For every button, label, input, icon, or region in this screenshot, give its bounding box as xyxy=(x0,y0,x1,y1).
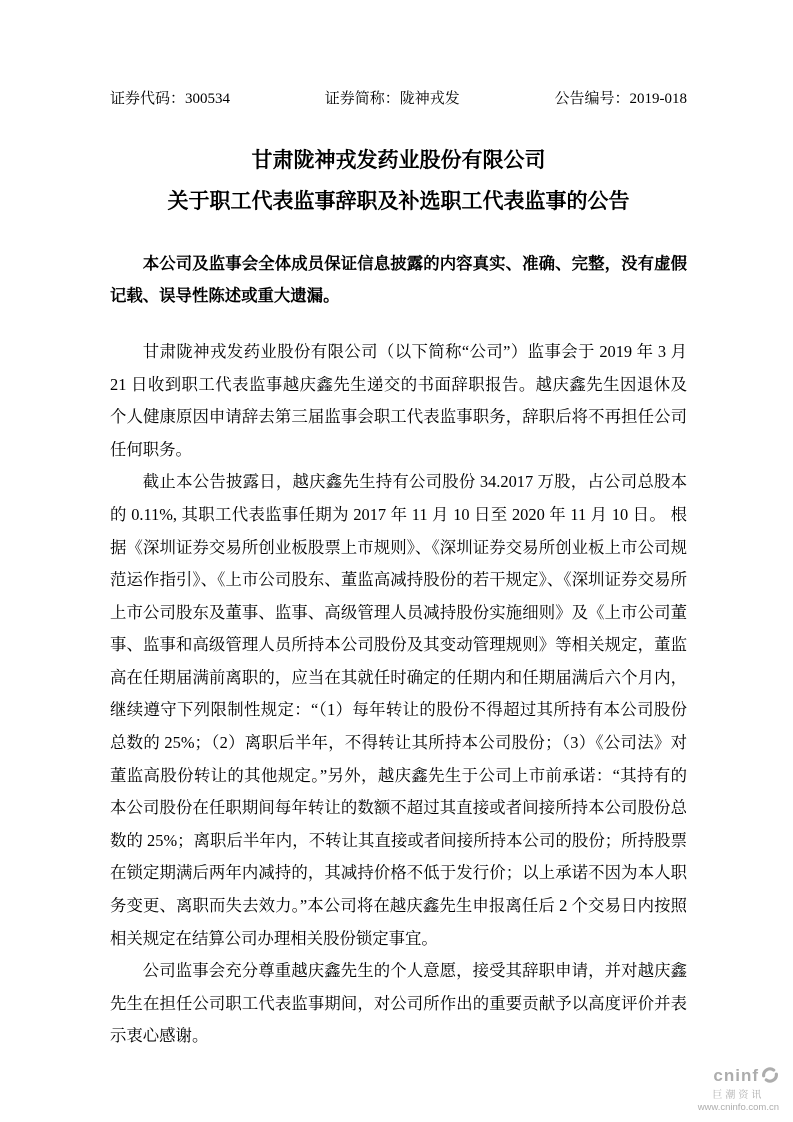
announcement-number-value: 2019-018 xyxy=(629,91,687,107)
announcement-title: 关于职工代表监事辞职及补选职工代表监事的公告 xyxy=(167,189,630,214)
stock-code-label: 证券代码： xyxy=(110,91,186,107)
company-name-title: 甘肃陇神戎发药业股份有限公司 xyxy=(251,147,546,172)
body-paragraph: 公司监事会充分尊重越庆鑫先生的个人意愿，接受其辞职申请，并对越庆鑫先生在担任公司职工代表监事期间，对公司所作出的重要贡献予以高度评价并表示衷心感谢。 xyxy=(110,961,687,1046)
stock-name xyxy=(325,90,460,109)
stock-name-value: 陇神戎发 xyxy=(399,91,460,107)
body-paragraph: 甘肃陇神戎发药业股份有限公司（以下简称“公司”）监事会于 2019 年 3 月 21 日收到职工代表监事越庆鑫先生递交的书面辞职报告。越庆鑫先生因退休及个人健康原因申请辞去第三届监事会职工代表监事职务，辞职后将不再担任公司任何职务。 xyxy=(110,341,687,459)
cninfo-logo-text: cninf xyxy=(713,1065,759,1085)
announcement-number-label: 公告编号： xyxy=(554,91,630,107)
stock-name-label: 证券简称： xyxy=(324,91,400,107)
cninfo-logo-chinese-name: 巨潮资讯 xyxy=(712,1090,765,1101)
cninfo-logo-url: www.cninfo.com.cn xyxy=(697,1102,779,1113)
stock-code xyxy=(110,90,230,109)
cninfo-logo-row xyxy=(698,1066,779,1084)
announcement-number xyxy=(554,90,687,109)
disclaimer-paragraph: 本公司及监事会全体成员保证信息披露的内容真实、准确、完整，没有虚假记载、误导性陈述或重大遗漏。 xyxy=(110,253,687,306)
cninfo-swirl-icon xyxy=(761,1066,779,1084)
body-paragraphs xyxy=(110,336,687,1053)
cninfo-logo xyxy=(698,1066,779,1113)
doc-header xyxy=(110,90,687,109)
body-paragraph: 截止本公告披露日，越庆鑫先生持有公司股份 34.2017 万股，占公司总股本的 0.11%, 其职工代表监事任期为 2017 年 11 月 10 日至 2020 年 11 月 10 日。 根据《深圳证券交易所创业板股票上市规则》、《深圳证券交易所创业板上市公司规范运作指引》、《上市公司股东、董监高减持股份的若干规定》、《深圳证券交易所上市公司股东及董事、监事、高级管理人员减持股份实施细则》及《上市公司董事、监事和高级管理人员所持本公司股份及其变动管理规则》等相关规定，董监高在任期届满前离职的，应当在其就任时确定的任期内和任期届满后六个月内，继续遵守下列限制性规定：“（1）每年转让的股份不得超过其所持有本公司股份总数的 25%；（2）离职后半年，不得转让其所持本公司股份；（3）《公司法》对董监高股份转让的其他规定。”另外，越庆鑫先生于公司上市前承诺：“其持有的本公司股份在任职期间每年转让的数额不超过其直接或者间接所持本公司股份总数的 25%；离职后半年内，不转让其直接或者间接所持本公司的股份；所持股票在锁定期满后两年内减持的，其减持价格不低于发行价；以上承诺不因为本人职务变更、离职而失去效力。”本公司将在越庆鑫先生申报离任后 2 个交易日内按照相关规定在结算公司办理相关股份锁定事宜。 xyxy=(110,472,687,948)
stock-code-value: 300534 xyxy=(185,91,231,107)
